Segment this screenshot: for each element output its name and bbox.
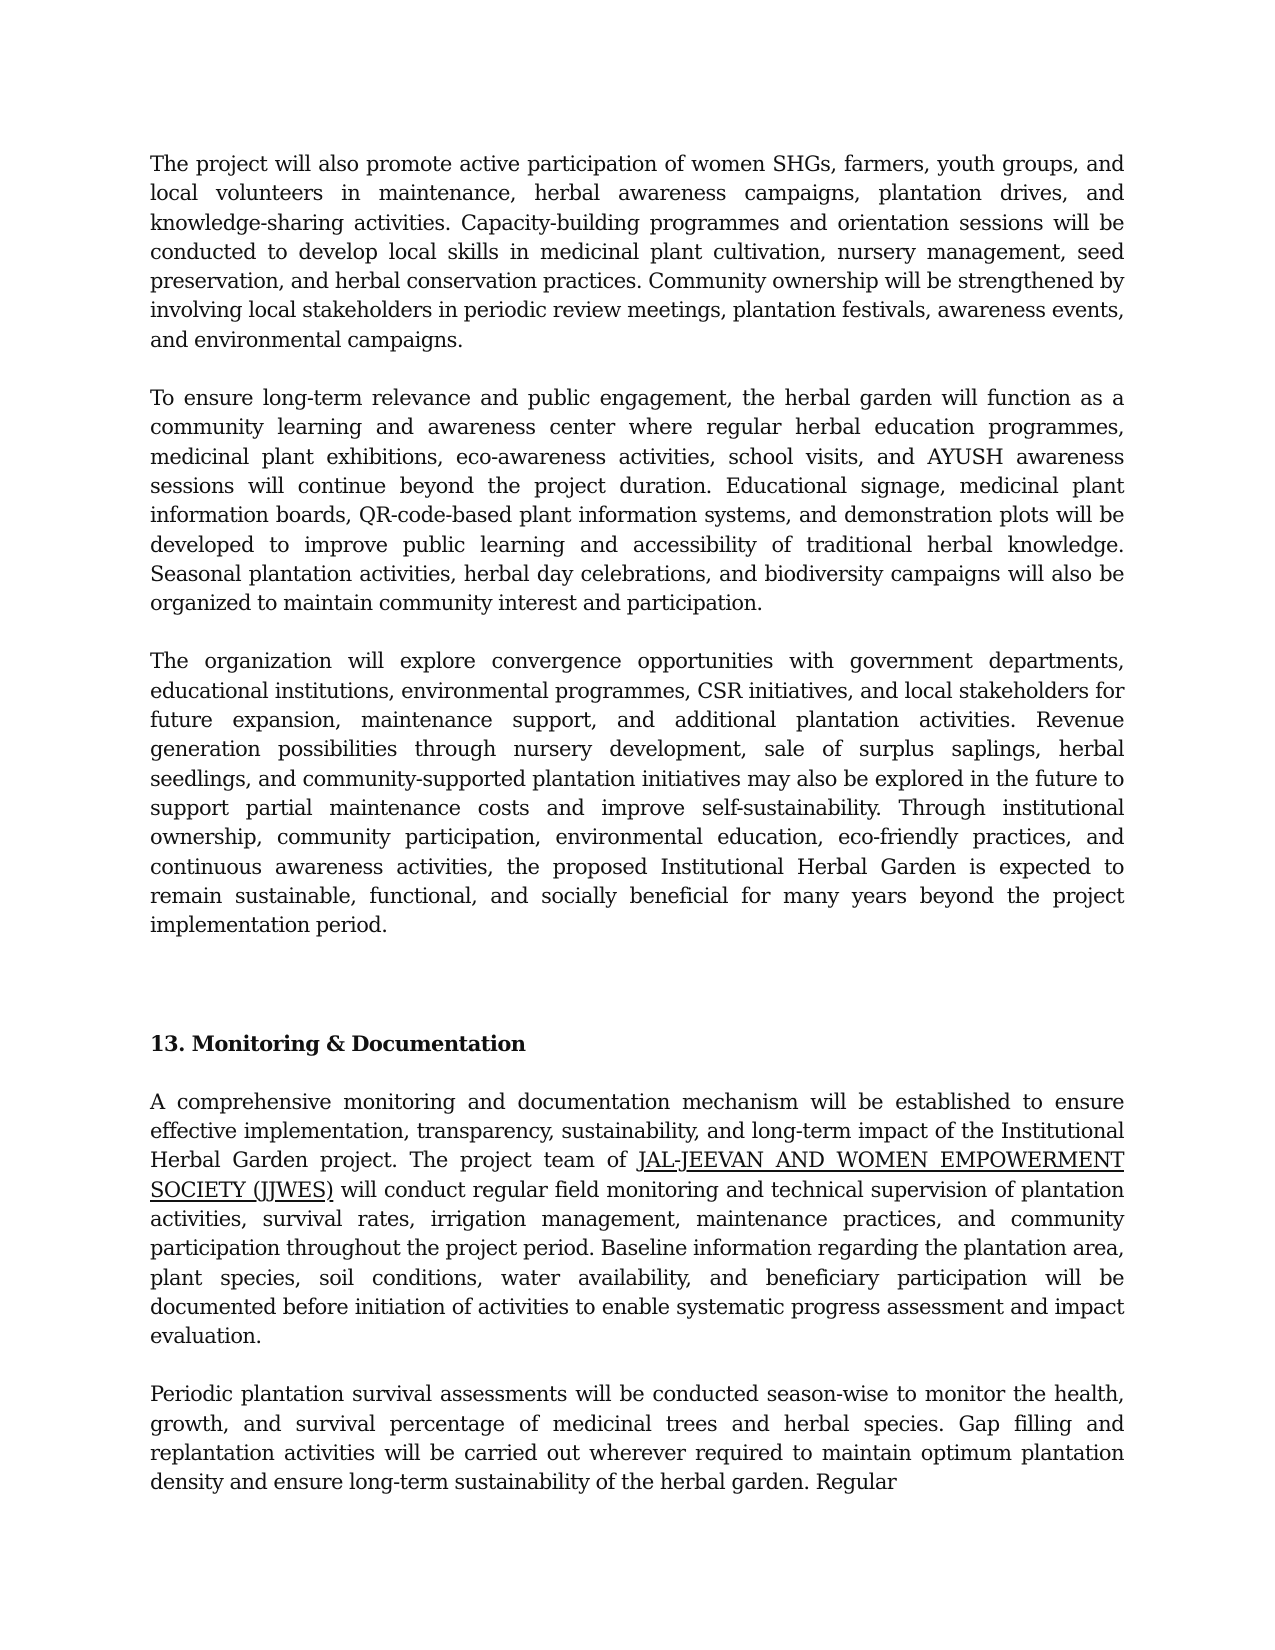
paragraph-monitoring-mechanism xyxy=(150,1088,1124,1352)
organization-name-link[interactable]: JAL-JEEVAN AND WOMEN EMPOWERMENT SOCIETY (JJWES) xyxy=(150,1148,1124,1202)
paragraph-survival-assessment: Periodic plantation survival assessments will be conducted season-wise to monitor the health, growth, and survival percentage of medicinal trees and herbal species. Gap filling and replantation activities will be carried out wherever required to maintain optimum plantation density and ensure long-term sustainability of the herbal garden. Regular xyxy=(150,1382,1124,1495)
paragraph-public-engagement: To ensure long-term relevance and public engagement, the herbal garden will function as a community learning and awareness center where regular herbal education programmes, medicinal plant exhibitions, eco-awareness activities, school visits, and AYUSH awareness sessions will continue beyond the project duration. Educational signage, medicinal plant information boards, QR-code-based plant information systems, and demonstration plots will be developed to improve public learning and accessibility of traditional herbal knowledge. Seasonal plantation activities, herbal day celebrations, and biodiversity campaigns will also be organized to maintain community interest and participation. xyxy=(150,386,1124,616)
paragraph-convergence: The organization will explore convergence opportunities with government departments, educational institutions, environmental programmes, CSR initiatives, and local stakeholders for future expansion, maintenance support, and additional plantation activities. Revenue generation possibilities through nursery development, sale of surplus saplings, herbal seedlings, and community-supported plantation initiatives may also be explored in the future to support partial maintenance costs and improve self-sustainability. Through institutional ownership, community participation, environmental education, eco-friendly practices, and continuous awareness activities, the proposed Institutional Herbal Garden is expected to remain sustainable, functional, and socially beneficial for many years beyond the project implementation period. xyxy=(150,649,1124,938)
paragraph-text-before-org: A comprehensive monitoring and documentation mechanism will be established to ensure effective implementation, transparency, sustainability, and long-term impact of the Institutional Herbal Garden project. The project team of xyxy=(150,1089,1124,1173)
section-heading-monitoring: 13. Monitoring & Documentation xyxy=(150,1031,526,1057)
page-content xyxy=(150,150,1124,1527)
paragraph-community-participation: The project will also promote active participation of women SHGs, farmers, youth groups, and local volunteers in maintenance, herbal awareness campaigns, plantation drives, and knowledge-sharing activities. Capacity-building programmes and orientation sessions will be conducted to develop local skills in medicinal plant cultivation, nursery management, seed preservation, and herbal conservation practices. Community ownership will be strengthened by involving local stakeholders in periodic review meetings, plantation festivals, awareness events, and environmental campaigns. xyxy=(150,152,1124,352)
paragraph-text-after-org: will conduct regular field monitoring and technical supervision of plantation activities, survival rates, irrigation management, maintenance practices, and community participation throughout the project period. Baseline information regarding the plantation area, plant species, soil conditions, water availability, and beneficiary participation will be documented before initiation of activities to enable systematic progress assessment and impact evaluation. xyxy=(150,1177,1124,1349)
